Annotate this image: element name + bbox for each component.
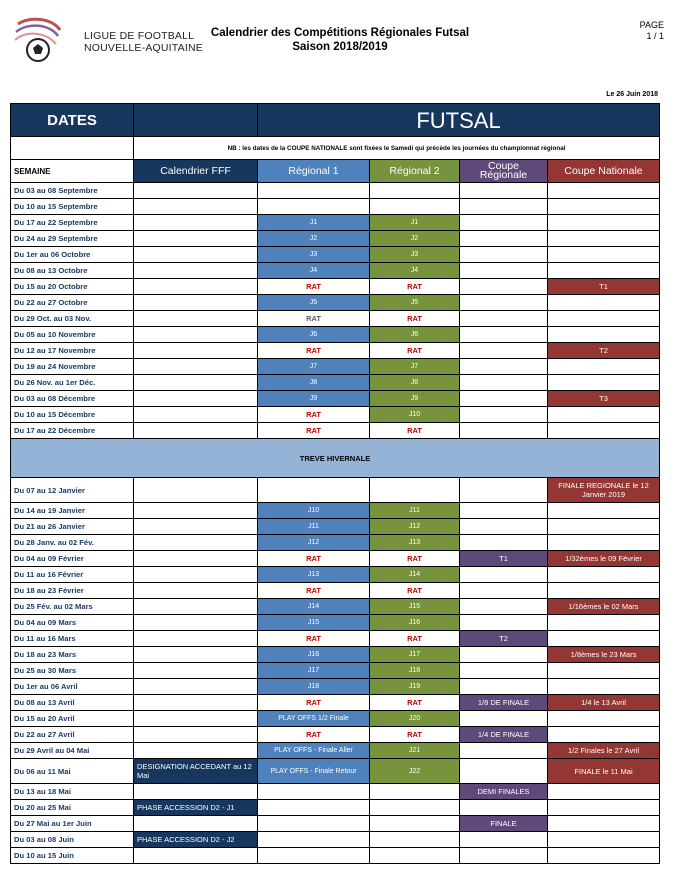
regional-1-cell: RAT [258,423,370,439]
calendrier-fff-cell [134,375,258,391]
regional-2-cell [370,848,460,864]
col-header-calendrier-fff: Calendrier FFF [134,160,258,183]
futsal-header: FUTSAL [258,104,660,137]
week-cell: Du 13 au 18 Mai [11,784,134,800]
page-indicator [610,20,664,42]
week-cell: Du 27 Mai au 1er Juin [11,816,134,832]
table-row [11,359,660,375]
regional-2-cell: J11 [370,503,460,519]
calendrier-fff-cell [134,743,258,759]
regional-2-cell: RAT [370,311,460,327]
blank-header [134,104,258,137]
week-cell: Du 11 au 16 Février [11,567,134,583]
coupe-nationale-cell [548,615,660,631]
coupe-regionale-cell: T2 [460,631,548,647]
regional-1-cell: PLAY OFFS - Finale Aller [258,743,370,759]
regional-1-cell: J15 [258,615,370,631]
table-row [11,327,660,343]
regional-1-cell: J16 [258,647,370,663]
coupe-nationale-cell [548,583,660,599]
nb-blank [11,137,134,160]
nb-note: NB : les dates de la COUPE NATIONALE sont fixées le Samedi qui précède les journées du championnat régional [134,137,660,160]
coupe-nationale-cell [548,679,660,695]
col-header-semaine: SEMAINE [11,160,134,183]
coupe-regionale-cell [460,503,548,519]
coupe-nationale-cell [548,311,660,327]
regional-2-cell: J7 [370,359,460,375]
calendrier-fff-cell [134,503,258,519]
coupe-regionale-cell [460,215,548,231]
regional-2-cell: RAT [370,695,460,711]
coupe-regionale-cell [460,679,548,695]
regional-1-cell: J14 [258,599,370,615]
coupe-regionale-cell [460,247,548,263]
regional-2-cell: J8 [370,375,460,391]
week-cell: Du 18 au 23 Mars [11,647,134,663]
calendrier-fff-cell [134,279,258,295]
regional-2-cell: J21 [370,743,460,759]
week-cell: Du 03 au 08 Septembre [11,183,134,199]
week-cell: Du 15 au 20 Octobre [11,279,134,295]
calendrier-fff-cell [134,631,258,647]
regional-1-cell [258,848,370,864]
table-row [11,631,660,647]
table-row [11,199,660,215]
coupe-regionale-cell [460,615,548,631]
coupe-nationale-cell [548,423,660,439]
regional-2-cell: J9 [370,391,460,407]
regional-2-cell [370,478,460,503]
regional-2-cell: J6 [370,327,460,343]
week-cell: Du 22 au 27 Avril [11,727,134,743]
table-row [11,832,660,848]
coupe-nationale-cell [548,567,660,583]
table-row [11,727,660,743]
coupe-regionale-cell [460,599,548,615]
table-row [11,295,660,311]
col-header-regional-1: Régional 1 [258,160,370,183]
coupe-nationale-cell [548,631,660,647]
regional-2-cell: RAT [370,343,460,359]
coupe-nationale-cell: 1/2 Finales le 27 Avril [548,743,660,759]
table-row [11,711,660,727]
coupe-nationale-cell [548,199,660,215]
league-line2: NOUVELLE-AQUITAINE [84,42,203,54]
regional-2-cell: J16 [370,615,460,631]
regional-2-cell: RAT [370,279,460,295]
page-title [190,26,490,54]
coupe-regionale-cell [460,832,548,848]
table-row [11,279,660,295]
table-row [11,231,660,247]
table-row [11,784,660,800]
treve-hivernale-row: TREVE HIVERNALE [11,439,660,478]
regional-1-cell: J10 [258,503,370,519]
coupe-regionale-cell [460,407,548,423]
regional-1-cell [258,800,370,816]
col-header-regional-2: Régional 2 [370,160,460,183]
coupe-regionale-cell [460,183,548,199]
table-row [11,375,660,391]
calendrier-fff-cell [134,247,258,263]
week-cell: Du 17 au 22 Septembre [11,215,134,231]
calendrier-fff-cell [134,407,258,423]
calendrier-fff-cell [134,583,258,599]
table-row [11,407,660,423]
coupe-nationale-cell [548,519,660,535]
regional-2-cell: RAT [370,423,460,439]
week-cell: Du 28 Janv. au 02 Fév. [11,535,134,551]
week-cell: Du 14 au 19 Janvier [11,503,134,519]
coupe-nationale-cell [548,848,660,864]
table-row [11,183,660,199]
regional-2-cell: J20 [370,711,460,727]
week-cell: Du 10 au 15 Juin [11,848,134,864]
week-cell: Du 18 au 23 Février [11,583,134,599]
coupe-nationale-cell [548,295,660,311]
table-row [11,567,660,583]
coupe-nationale-cell: FINALE le 11 Mai [548,759,660,784]
regional-1-cell [258,784,370,800]
regional-2-cell: J12 [370,519,460,535]
calendrier-fff-cell [134,478,258,503]
regional-1-cell: RAT [258,279,370,295]
coupe-nationale-cell [548,359,660,375]
regional-2-cell: J1 [370,215,460,231]
calendrier-fff-cell [134,199,258,215]
coupe-regionale-cell [460,478,548,503]
regional-2-cell: J14 [370,567,460,583]
calendrier-fff-cell [134,423,258,439]
col-header-coupe-nationale: Coupe Nationale [548,160,660,183]
week-cell: Du 07 au 12 Janvier [11,478,134,503]
regional-1-cell: J3 [258,247,370,263]
regional-2-cell [370,199,460,215]
coupe-regionale-cell [460,311,548,327]
coupe-regionale-cell [460,295,548,311]
regional-2-cell [370,832,460,848]
coupe-nationale-cell [548,503,660,519]
coupe-regionale-cell [460,663,548,679]
table-row [11,800,660,816]
table-row [11,343,660,359]
coupe-nationale-cell [548,711,660,727]
regional-1-cell: J4 [258,263,370,279]
regional-2-cell [370,816,460,832]
week-cell: Du 10 au 15 Septembre [11,199,134,215]
coupe-regionale-cell [460,423,548,439]
regional-2-cell [370,800,460,816]
table-row [11,423,660,439]
coupe-regionale-cell [460,848,548,864]
title-line2: Saison 2018/2019 [292,41,388,53]
regional-1-cell: RAT [258,343,370,359]
regional-2-cell: J19 [370,679,460,695]
week-cell: Du 06 au 11 Mai [11,759,134,784]
week-cell: Du 05 au 10 Novembre [11,327,134,343]
regional-1-cell: J1 [258,215,370,231]
week-cell: Du 24 au 29 Septembre [11,231,134,247]
calendrier-fff-cell [134,231,258,247]
week-cell: Du 29 Avril au 04 Mai [11,743,134,759]
calendrier-fff-cell [134,599,258,615]
calendrier-fff-cell [134,183,258,199]
calendrier-fff-cell [134,295,258,311]
calendrier-fff-cell [134,727,258,743]
regional-2-cell: J22 [370,759,460,784]
regional-1-cell: J13 [258,567,370,583]
week-cell: Du 03 au 08 Juin [11,832,134,848]
page-number: 1 / 1 [646,31,664,41]
regional-2-cell: RAT [370,551,460,567]
week-cell: Du 11 au 16 Mars [11,631,134,647]
table-row [11,599,660,615]
coupe-regionale-cell [460,647,548,663]
title-line1: Calendrier des Compétitions Régionales Futsal [210,27,470,39]
week-cell: Du 21 au 26 Janvier [11,519,134,535]
regional-2-cell: J13 [370,535,460,551]
calendrier-fff-cell [134,711,258,727]
table-row [11,615,660,631]
coupe-nationale-cell: 1/32èmes le 09 Février [548,551,660,567]
coupe-regionale-cell [460,567,548,583]
regional-1-cell: J9 [258,391,370,407]
week-cell: Du 10 au 15 Décembre [11,407,134,423]
coupe-nationale-cell: 1/8èmes le 23 Mars [548,647,660,663]
regional-2-cell: J10 [370,407,460,423]
calendrier-fff-cell [134,695,258,711]
coupe-regionale-cell [460,743,548,759]
week-cell: Du 29 Oct. au 03 Nov. [11,311,134,327]
calendrier-fff-cell: PHASE ACCESSION D2 - J2 [134,832,258,848]
coupe-regionale-cell [460,327,548,343]
regional-1-cell [258,183,370,199]
table-row [11,583,660,599]
table-row [11,535,660,551]
calendrier-fff-cell: DESIGNATION ACCEDANT au 12 Mai [134,759,258,784]
week-cell: Du 08 au 13 Octobre [11,263,134,279]
calendrier-fff-cell [134,327,258,343]
regional-2-cell: RAT [370,583,460,599]
regional-1-cell: J6 [258,327,370,343]
regional-1-cell [258,816,370,832]
regional-2-cell: RAT [370,631,460,647]
coupe-nationale-cell: T2 [548,343,660,359]
regional-1-cell: PLAY OFFS - Finale Retour [258,759,370,784]
regional-2-cell [370,784,460,800]
coupe-regionale-cell [460,759,548,784]
regional-1-cell: PLAY OFFS 1/2 Finale [258,711,370,727]
regional-1-cell: RAT [258,695,370,711]
calendrier-fff-cell [134,311,258,327]
regional-1-cell: J8 [258,375,370,391]
coupe-nationale-cell [548,231,660,247]
coupe-nationale-cell [548,784,660,800]
coupe-regionale-cell [460,375,548,391]
coupe-nationale-cell: 1/16èmes le 02 Mars [548,599,660,615]
table-row [11,647,660,663]
coupe-nationale-cell [548,375,660,391]
regional-1-cell: J18 [258,679,370,695]
week-cell: Du 03 au 08 Décembre [11,391,134,407]
table-row [11,679,660,695]
regional-1-cell [258,832,370,848]
table-row [11,848,660,864]
week-cell: Du 17 au 22 Décembre [11,423,134,439]
coupe-nationale-cell [548,800,660,816]
coupe-nationale-cell [548,727,660,743]
table-row [11,215,660,231]
regional-2-cell: J17 [370,647,460,663]
calendrier-fff-cell [134,848,258,864]
table-row [11,663,660,679]
table-row [11,695,660,711]
coupe-regionale-cell [460,583,548,599]
calendrier-fff-cell [134,391,258,407]
coupe-regionale-cell [460,519,548,535]
regional-2-cell: J5 [370,295,460,311]
calendrier-fff-cell [134,663,258,679]
col-header-coupe-regionale: Coupe Régionale [460,160,548,183]
coupe-nationale-cell [548,263,660,279]
calendrier-fff-cell [134,343,258,359]
coupe-regionale-cell [460,263,548,279]
regional-2-cell: J4 [370,263,460,279]
coupe-nationale-cell [548,407,660,423]
week-cell: Du 25 Fév. au 02 Mars [11,599,134,615]
table-row [11,743,660,759]
week-cell: Du 15 au 20 Avril [11,711,134,727]
coupe-nationale-cell: T1 [548,279,660,295]
calendrier-fff-cell [134,784,258,800]
table-row [11,478,660,503]
calendrier-fff-cell: PHASE ACCESSION D2 - J1 [134,800,258,816]
calendrier-fff-cell [134,551,258,567]
coupe-nationale-cell [548,247,660,263]
coupe-regionale-cell [460,343,548,359]
coupe-regionale-cell [460,231,548,247]
league-name [84,30,203,54]
regional-1-cell [258,199,370,215]
table-row [11,311,660,327]
calendrier-fff-cell [134,679,258,695]
regional-2-cell [370,183,460,199]
coupe-nationale-cell [548,535,660,551]
document-date: Le 26 Juin 2018 [606,91,658,98]
coupe-nationale-cell: 1/4 le 13 Avril [548,695,660,711]
regional-2-cell: J2 [370,231,460,247]
calendrier-fff-cell [134,567,258,583]
week-cell: Du 12 au 17 Novembre [11,343,134,359]
regional-1-cell: J2 [258,231,370,247]
table-row [11,503,660,519]
week-cell: Du 08 au 13 Avril [11,695,134,711]
table-row [11,247,660,263]
calendrier-fff-cell [134,359,258,375]
regional-1-cell: RAT [258,583,370,599]
calendrier-fff-cell [134,535,258,551]
table-row [11,759,660,784]
coupe-regionale-cell [460,391,548,407]
coupe-nationale-cell: T3 [548,391,660,407]
coupe-regionale-cell [460,711,548,727]
regional-2-cell: RAT [370,727,460,743]
coupe-nationale-cell [548,183,660,199]
table-row [11,551,660,567]
table-row [11,519,660,535]
coupe-regionale-cell [460,279,548,295]
regional-1-cell: J17 [258,663,370,679]
regional-1-cell: J12 [258,535,370,551]
week-cell: Du 19 au 24 Novembre [11,359,134,375]
week-cell: Du 25 au 30 Mars [11,663,134,679]
regional-1-cell: RAT [258,551,370,567]
week-cell: Du 26 Nov. au 1er Déc. [11,375,134,391]
calendrier-fff-cell [134,519,258,535]
regional-1-cell [258,478,370,503]
regional-2-cell: J18 [370,663,460,679]
coupe-regionale-cell: FINALE [460,816,548,832]
week-cell: Du 04 au 09 Février [11,551,134,567]
regional-2-cell: J15 [370,599,460,615]
coupe-nationale-cell [548,327,660,343]
week-cell: Du 22 au 27 Octobre [11,295,134,311]
week-cell: Du 20 au 25 Mai [11,800,134,816]
regional-1-cell: RAT [258,727,370,743]
regional-1-cell: RAT [258,407,370,423]
dates-header: DATES [11,104,134,137]
regional-1-cell: RAT [258,311,370,327]
coupe-nationale-cell [548,663,660,679]
coupe-regionale-cell: T1 [460,551,548,567]
coupe-regionale-cell [460,199,548,215]
coupe-regionale-cell: DEMI FINALES [460,784,548,800]
coupe-regionale-cell [460,359,548,375]
calendrier-fff-cell [134,263,258,279]
regional-1-cell: J11 [258,519,370,535]
calendrier-fff-cell [134,215,258,231]
page-label: PAGE [639,20,664,30]
coupe-nationale-cell: FINALE REGIONALE le 12 Janvier 2019 [548,478,660,503]
coupe-regionale-cell [460,535,548,551]
calendrier-fff-cell [134,615,258,631]
calendrier-fff-cell [134,647,258,663]
coupe-nationale-cell [548,832,660,848]
calendar-table [10,103,660,864]
regional-2-cell: J3 [370,247,460,263]
league-line1: LIGUE DE FOOTBALL [84,30,195,42]
table-row [11,391,660,407]
table-row [11,263,660,279]
regional-1-cell: RAT [258,631,370,647]
coupe-regionale-cell: 1/4 DE FINALE [460,727,548,743]
coupe-regionale-cell: 1/8 DE FINALE [460,695,548,711]
coupe-nationale-cell [548,816,660,832]
week-cell: Du 1er au 06 Avril [11,679,134,695]
regional-1-cell: J5 [258,295,370,311]
coupe-nationale-cell [548,215,660,231]
table-row [11,816,660,832]
week-cell: Du 1er au 06 Octobre [11,247,134,263]
coupe-regionale-cell [460,800,548,816]
week-cell: Du 04 au 09 Mars [11,615,134,631]
regional-1-cell: J7 [258,359,370,375]
calendrier-fff-cell [134,816,258,832]
ligue-logo-icon [12,14,64,66]
